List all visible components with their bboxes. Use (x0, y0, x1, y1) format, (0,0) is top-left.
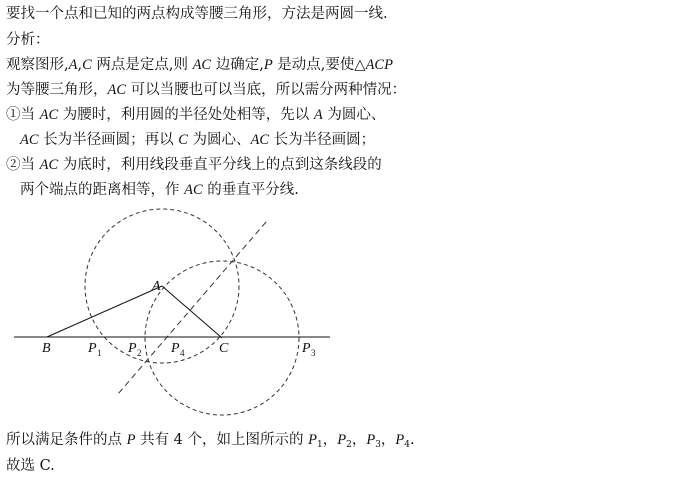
text-span: 为腰时，利用圆的半径处处相等，先以 (58, 107, 314, 123)
text-span: 观察图形, (6, 57, 69, 73)
conclusion-line (6, 430, 415, 455)
label-C: C (219, 341, 229, 356)
segment-AC-ref: AC (184, 182, 203, 198)
text-span: ②当 (6, 157, 40, 173)
text-span: ， (380, 432, 396, 448)
answer-text: 故选 C. (6, 458, 55, 474)
text-span: 可以当腰也可以当底，所以需分两种情况： (126, 82, 407, 98)
label-P2-sub: 2 (137, 348, 142, 358)
segment-AC-ref: AC (250, 132, 270, 148)
text-span: 长为半径画圆；再以 (38, 132, 179, 148)
triangle-ACP-ref: ACP (365, 57, 393, 73)
text-span: 是动点,要使△ (272, 57, 366, 73)
label-P1-sub: 1 (97, 348, 102, 358)
point-C-ref: C (178, 132, 188, 148)
label-P1: P (88, 341, 97, 356)
answer-line (6, 456, 55, 476)
text-span: 长为半径画圆； (269, 132, 376, 148)
text-span: 两点是定点,则 (91, 57, 193, 73)
label-A: A (152, 279, 161, 294)
text-span: 共有 4 个，如上图所示的 (135, 432, 309, 448)
text-span: 为等腰三角形， (6, 82, 108, 98)
text-span: . (410, 432, 415, 448)
label-P3: P (302, 341, 311, 356)
text-span: ， (351, 432, 367, 448)
point-P3-ref: P (366, 432, 376, 448)
point-P1-ref: P (308, 432, 317, 448)
text-span: , (77, 57, 83, 73)
text-span: 边确定, (211, 57, 264, 73)
label-P3-sub: 3 (311, 348, 316, 358)
point-P-ref: P (263, 57, 273, 73)
subscript: 1 (317, 440, 323, 450)
point-A-ref: A (68, 57, 78, 73)
label-P2: P (128, 341, 137, 356)
segment-AC (162, 286, 222, 338)
text-span: 的垂直平分线. (202, 182, 299, 198)
subscript: 3 (375, 440, 381, 450)
text-span: 所以满足条件的点 (6, 432, 127, 448)
text-span: 为底时，利用线段垂直平分线上的点到这条线段的 (58, 157, 382, 173)
point-C-ref: C (82, 57, 92, 73)
intro-text: 要找一个点和已知的两点构成等腰三角形，方法是两圆一线. (6, 6, 388, 22)
text-span: ①当 (6, 107, 40, 123)
label-B: B (42, 341, 51, 356)
segment-AC-ref: AC (192, 57, 212, 73)
point-P4-ref: P (395, 432, 405, 448)
segment-AC-ref: AC (39, 157, 59, 173)
segment-AC-ref: AC (107, 82, 127, 98)
segment-AC-ref: AC (39, 107, 59, 123)
text-span: 为圆心、 (322, 107, 386, 123)
segment-BA (47, 286, 162, 337)
label-P4-sub: 4 (180, 348, 185, 358)
analysis-heading-text: 分析： (6, 32, 50, 48)
text-span: 两个端点的距离相等，作 (20, 182, 185, 198)
point-P2-ref: P (337, 432, 347, 448)
perpendicular-bisector-AC (118, 222, 266, 394)
segment-AC-ref: AC (20, 132, 39, 148)
text-span: 为圆心、 (187, 132, 251, 148)
subscript: 4 (404, 440, 411, 450)
subscript: 2 (346, 440, 352, 450)
point-A-ref: A (313, 107, 323, 123)
text-span: ， (322, 432, 338, 448)
point-P-ref: P (126, 432, 136, 448)
label-P4: P (171, 341, 180, 356)
